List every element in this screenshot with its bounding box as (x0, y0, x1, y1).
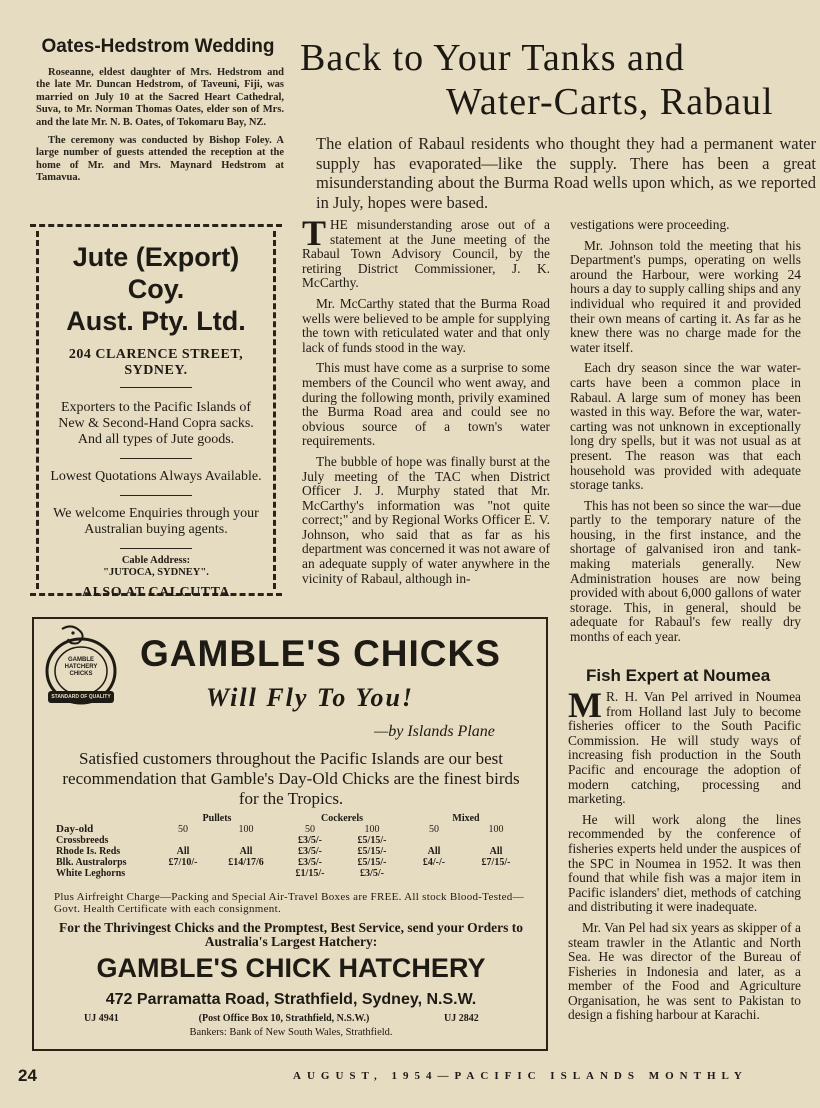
gamble-intro: Satisfied customers throughout the Pacific Islands are our best recommendation that Gamble's Day-Old Chicks are the finest birds for the Tropics. (62, 749, 520, 808)
logo-ribbon: STANDARD OF QUALITY (51, 694, 111, 700)
qty-header: 100 (238, 824, 254, 835)
gamble-call-to-action: For the Thrivingest Chicks and the Promptest, Best Service, send your Orders to Australia's Largest Hatchery: (59, 920, 523, 949)
fish-paragraph: M R. H. Van Pel arrived in Noumea from Holland last July to become fisheries officer to the South Pacific Commission. He will study ways of increasing fish production in the South Pacific and encourage the adoption of modern catching, processing and marketing. (568, 685, 801, 807)
breed-name: White Leghorns (56, 868, 126, 879)
article-paragraph: vestigations were proceeding. (570, 217, 730, 232)
headline-line-1: Back to Your Tanks and (300, 37, 685, 79)
jute-address: 204 CLARENCE STREET, (68, 347, 244, 362)
wedding-paragraph: The ceremony was conducted by Bishop Foley. A large number of guests attended the reception at the home of Mr. and Mrs. Maynard Hedstrom at Tamavua. (36, 135, 284, 184)
article-paragraph: The bubble of hope was finally burst at the July meeting of the TAC when District Officer J. J. Murphy stated that Mr. McCarthy's information was "not quite correct;" and by Regional Works Officer E. V. Johnson, who said that as far as his department was concerned it was not aware of an adequate supply of water anywhere in the vicinity of Rabaul, although in- (302, 453, 550, 586)
article-paragraph: THE misunderstanding arose out of a statement at the June meeting of the Rabaul Town Advisory Council, by the retiring District Commissioner, J. K. McCarthy. (302, 213, 550, 291)
article-standfirst: The elation of Rabaul residents who thought they had a permanent water supply has evaporated—like the supply. There has been a great misunderstanding about the Burma Road wells upon which, as we reported in July, hopes were based. (316, 134, 816, 212)
wedding-headline: Oates-Hedstrom Wedding (41, 36, 275, 57)
po-box: (Post Office Box 10, Strathfield, N.S.W.) (198, 1013, 370, 1024)
gamble-bankers: Bankers: Bank of New South Wales, Strathfield. (189, 1027, 393, 1038)
breed-name: Rhode Is. Reds (56, 846, 121, 857)
jute-company-name: Jute (Export) Coy. (72, 242, 240, 304)
table-row: White Leghorns £1/15/- £3/5/- (56, 868, 384, 879)
wedding-paragraph: Roseanne, eldest daughter of Mrs. Hedstrom and the late Mr. Duncan Hedstrom, of Taveuni, Fiji, was married on July 10 at the Sacred Heart Cathedral, Suva, to Mr. Norman Thomas Oates, elder son of Mrs. and the late Mr. N. B. Oates, of Tokomaru Bay, NZ. (36, 67, 284, 128)
article-column-1 (302, 213, 550, 592)
jute-cable-label: Cable Address: (121, 555, 191, 566)
wedding-body (36, 67, 284, 185)
jute-calcutta: ALSO AT CALCUTTA (81, 585, 231, 600)
jute-company-name-line2: Aust. Pty. Ltd. (66, 306, 246, 336)
qty-header: 50 (305, 824, 315, 835)
column-group-header: Mixed (452, 813, 480, 824)
fish-article (568, 685, 801, 1058)
column-group-header: Pullets (202, 813, 232, 824)
fish-headline: Fish Expert at Noumea (586, 666, 771, 685)
jute-exporters-text: Exporters to the Pacific Islands of New & Second-Hand Copra sacks. And all types of Jute goods. (58, 400, 254, 447)
jute-advertisement (30, 224, 282, 600)
price-table-wrap (54, 813, 528, 879)
breed-name: Blk. Australorps (56, 857, 127, 868)
headline-line-2: Water-Carts, Rabaul (446, 81, 774, 123)
jute-city: SYDNEY. (124, 363, 188, 378)
jute-quotations-text: Lowest Quotations Always Available. (50, 469, 262, 484)
gamble-hatchery-name: GAMBLE'S CHICK HATCHERY (96, 953, 486, 983)
fish-paragraph: He will work along the lines recommended by the conference of fisheries experts held under the auspices of the SPC in Noumea in 1952. It was then found that while fish was a major item in Pacific islanders' diet, methods of catching and distributing it were inadequate. (568, 811, 801, 915)
qty-header: 50 (178, 824, 188, 835)
qty-header: 100 (364, 824, 380, 835)
divider (120, 495, 192, 496)
ad-border-left (36, 231, 39, 589)
page-footer (18, 1066, 801, 1096)
article-headline (300, 36, 820, 124)
phone-right: UJ 2842 (444, 1013, 479, 1024)
jute-enquiries-text: We welcome Enquiries through your Australian buying agents. (53, 506, 259, 537)
article-column-2 (570, 217, 801, 645)
table-row: Blk. Australorps £7/10/- £14/17/6 £3/5/- £5/15/- £4/-/- £7/15/- (56, 857, 511, 868)
phone-left: UJ 4941 (84, 1013, 119, 1024)
gamble-logo (40, 623, 122, 711)
gamble-address: 472 Parramatta Road, Strathfield, Sydney, N.S.W. (105, 991, 477, 1008)
gamble-byline: —by Islands Plane (374, 723, 495, 740)
article-paragraph: Mr. Johnson told the meeting that his Department's pumps, operating on wells around the Harbour, were working 24 hours a day to supply calling ships and any individual who required it and provided their own means of carting it. As far as he knew there was no charge made for the water itself. (570, 237, 801, 355)
table-row: Crossbreeds £3/5/- £5/15/- (56, 835, 387, 846)
row-header: Day-old (56, 823, 94, 835)
page-number: 24 (18, 1066, 37, 1085)
gamble-headline: GAMBLE'S CHICKS (140, 633, 501, 674)
fish-paragraph: Mr. Van Pel had six years as skipper of a steam trawler in the Atlantic and North Sea. He was director of the Bureau of Fisheries in Indonesia and later, as a member of the Food and Agriculture Organisation, he was sent to Pakistan to design a fishing harbour at Karachi. (568, 919, 801, 1023)
running-title: AUGUST, 1954—PACIFIC ISLANDS MONTHLY (293, 1070, 748, 1082)
gamble-note: Plus Airfreight Charge—Packing and Special Air-Travel Boxes are FREE. All stock Blood-Tested—Govt. Health Certificate with each consignment. (54, 891, 524, 915)
article-paragraph: This has not been so since the war—due partly to the temporary nature of the housing, in the first instance, and the shortage of galvanised iron and tank-making materials generally. New Administration houses are now being provided with about 6,000 gallons of water storage. This, in general, should be adequate for Rabaul's few really dry months of each year. (570, 497, 801, 645)
qty-header: 50 (429, 824, 439, 835)
dropcap: T (302, 213, 327, 253)
article-paragraph: Each dry season since the war water-carts have been a common place in Rabaul. A large sum of money has been wasted in this way. Before the war, water-carting was not unknown in exceptionally long dry spells, but it was not usual as at present. The reason was that each household was provided with adequate storage tanks. (570, 360, 801, 493)
divider (120, 548, 192, 549)
gamble-advertisement (32, 617, 548, 1051)
ad-border-right (273, 231, 276, 589)
logo-text: GAMBLE HATCHERY CHICKS (64, 657, 98, 677)
jute-cable-address: "JUTOCA, SYDNEY". (103, 567, 209, 578)
article-paragraph: Mr. McCarthy stated that the Burma Road wells were believed to be ample for supplying the town with reticulated water and that only lack of funds stood in the way. (302, 295, 550, 355)
table-row: Rhode Is. Reds All All £3/5/- £5/15/- All All (56, 846, 503, 857)
divider (120, 387, 192, 388)
gamble-subhead: Will Fly To You! (206, 683, 415, 712)
price-table (54, 813, 528, 879)
column-group-header: Cockerels (320, 813, 364, 824)
article-paragraph: This must have come as a surprise to some members of the Council who went away, and during the following month, privily examined the Burma Road area and could see no obvious source of a town's water requirements. (302, 360, 550, 449)
qty-header: 100 (488, 824, 504, 835)
dropcap: M (568, 685, 602, 725)
breed-name: Crossbreeds (56, 835, 109, 846)
divider (120, 458, 192, 459)
